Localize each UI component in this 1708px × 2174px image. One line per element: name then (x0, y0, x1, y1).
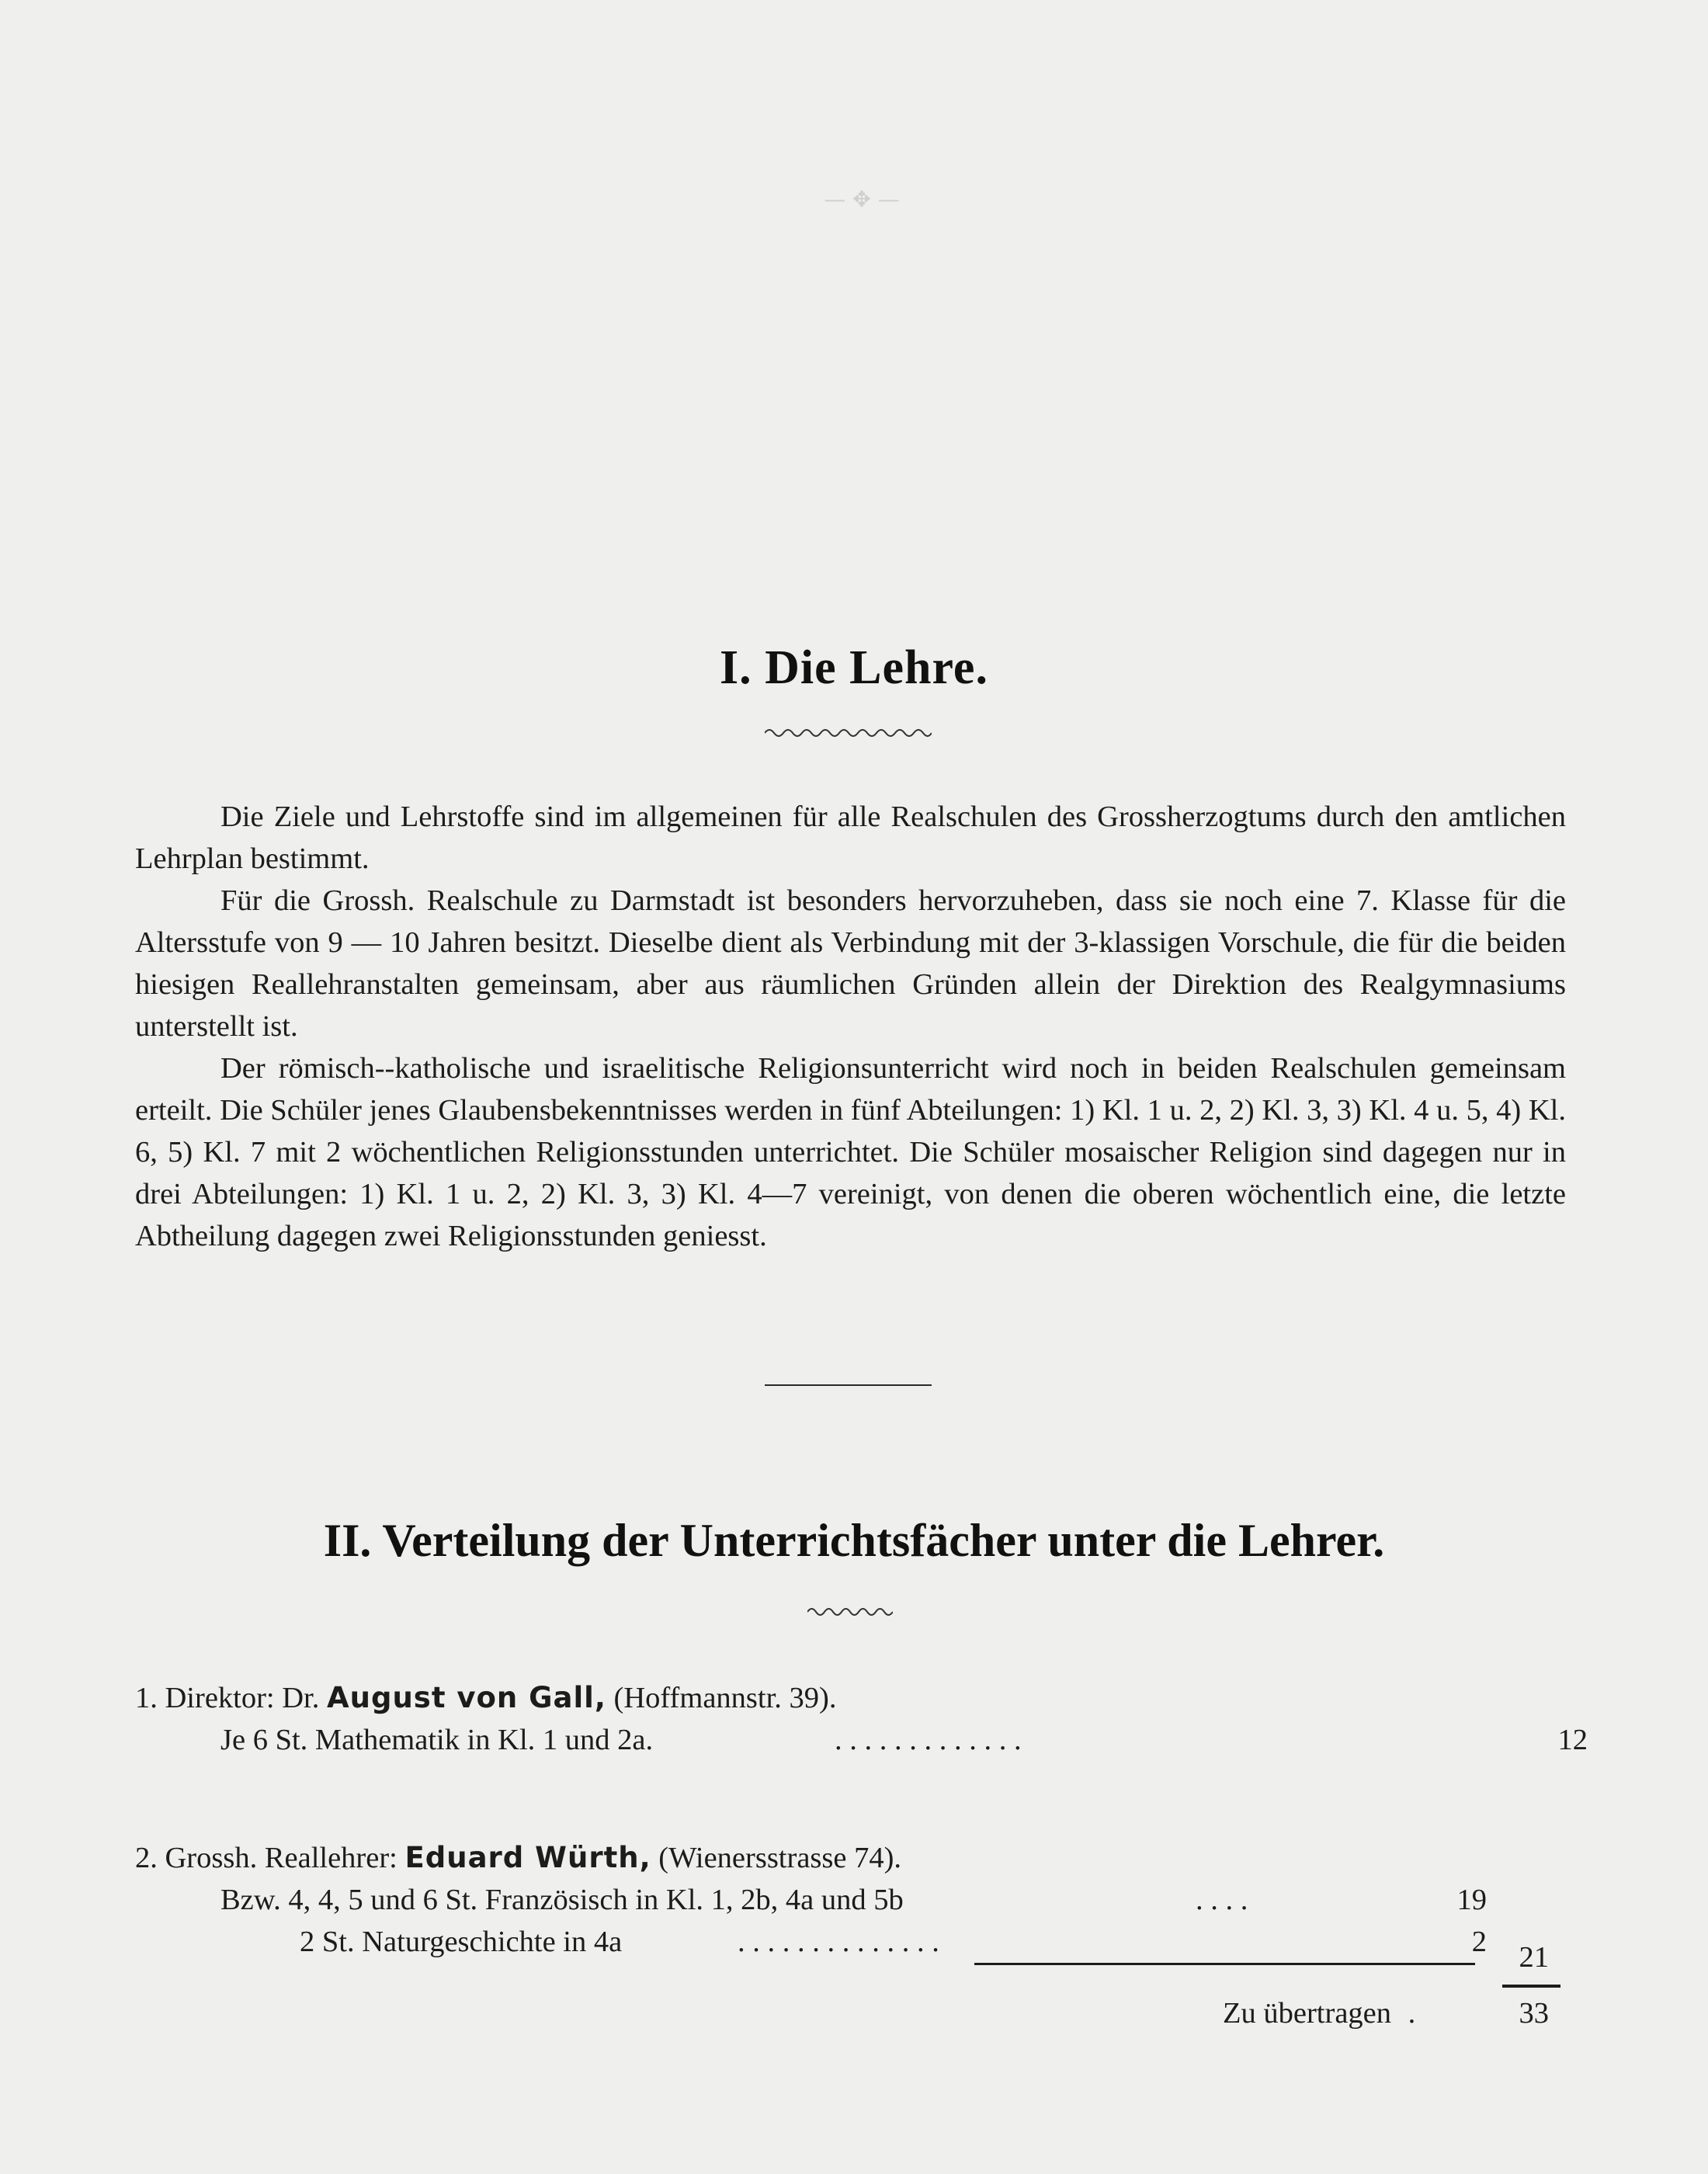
entry-role: Direktor: Dr. (165, 1682, 320, 1714)
section-2-heading: II. Verteilung der Unterrichtsfächer unter die Lehrer. (323, 1515, 1385, 1566)
faint-page-mark: — ✥ — (824, 186, 900, 212)
carry-dot: . (1408, 1997, 1416, 2030)
carry-forward-label (1223, 1992, 1415, 2034)
leader-dots: . . . . . . . . . . . . . (835, 1724, 1022, 1756)
teacher-address: (Wienersstrasse 74). (658, 1842, 902, 1874)
teacher-entry-2-header (135, 1837, 901, 1879)
carry-label: Zu übertragen (1223, 1997, 1391, 2030)
subject-text: 2 St. Naturgeschichte in 4a (300, 1926, 623, 1958)
entry-2-line-1 (220, 1879, 904, 1921)
entry-number: 1. (135, 1682, 158, 1714)
entry-number: 2. (135, 1842, 158, 1874)
section-1-heading: I. Die Lehre. (720, 641, 988, 694)
leader-dots: . . . . . . . . . . . . . . (738, 1926, 939, 1958)
wavy-divider (765, 727, 932, 739)
wavy-divider (807, 1606, 893, 1618)
subject-text: Bzw. 4, 4, 5 und 6 St. Französisch in Kl. 1, 2b, 4a und 5b (220, 1884, 904, 1916)
total-rule (1502, 1985, 1560, 1988)
entry-2-line-2 (300, 1921, 622, 1963)
section-1-body (135, 796, 1566, 1257)
teacher-name: Eduard Würth, (404, 1841, 651, 1874)
subtotal-value: 21 (1519, 1941, 1549, 1974)
carry-total: 33 (1519, 1997, 1549, 2030)
leader-dots: . . . . (1196, 1884, 1248, 1916)
subtotal-rule (974, 1963, 1475, 1965)
section-separator-rule (765, 1384, 932, 1386)
entry-1-line-1 (220, 1719, 653, 1761)
teacher-address: (Hoffmannstr. 39). (613, 1682, 837, 1714)
entry-role: Grossh. Reallehrer: (165, 1842, 397, 1874)
paragraph: Für die Grossh. Realschule zu Darmstadt ist besonders hervorzuheben, dass sie noch eine 7. Klasse für die Altersstufe von 9 — 10 Jahren besitzt. Dieselbe dient als Verbindung mit der 3-klassigen Vorschule, die für die beiden hiesigen Reallehranstalten gemeinsam, aber aus räumlichen Gründen allein der Direktion des Realgymnasiums unterstellt ist. (135, 884, 1566, 1043)
teacher-entry-1-header (135, 1677, 836, 1719)
hours-value: 2 (1471, 1926, 1487, 1958)
paragraph: Der römisch--katholische und israelitische Religionsunterricht wird noch in beiden Realschulen gemeinsam erteilt. Die Schüler jenes Glaubensbekenntnisses werden in fünf Abteilungen: 1) Kl. 1 u. 2, 2) Kl. 3, 3) Kl. 4 u. 5, 4) Kl. 6, 5) Kl. 7 mit 2 wöchentlichen Religionsstunden unterrichtet. Die Schüler mosaischer Religion sind dagegen nur in drei Abteilungen: 1) Kl. 1 u. 2, 2) Kl. 3, 3) Kl. 4—7 vereinigt, von denen die oberen wöchentlich eine, die letzte Abtheilung dagegen zwei Religionsstunden geniesst. (135, 1052, 1566, 1252)
paragraph: Die Ziele und Lehrstoffe sind im allgemeinen für alle Realschulen des Grossherzogtums durch den amtlichen Lehrplan bestimmt. (135, 800, 1566, 875)
hours-value: 19 (1456, 1884, 1487, 1916)
subject-text: Je 6 St. Mathematik in Kl. 1 und 2a. (220, 1724, 654, 1756)
teacher-name: August von Gall, (327, 1681, 606, 1714)
hours-value: 12 (1557, 1724, 1588, 1756)
